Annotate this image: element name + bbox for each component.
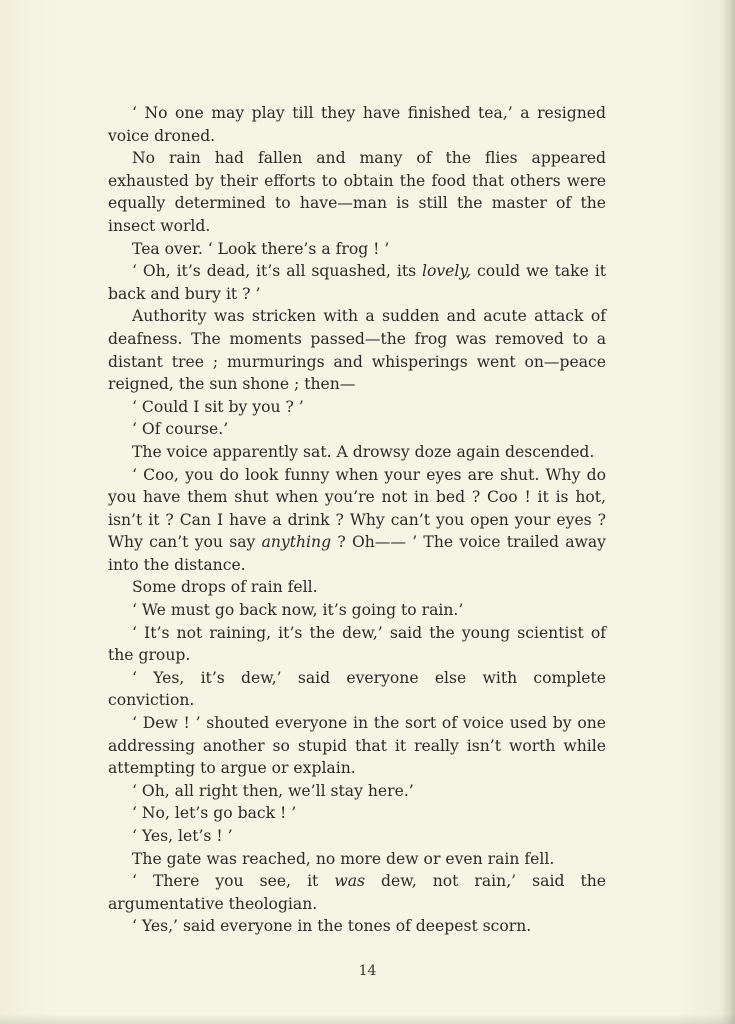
italic-text: lovely, — [422, 262, 472, 281]
paragraph: ‘ No one may play till they have finished tea,’ a resigned voice droned. — [108, 104, 606, 145]
paragraph: Tea over. ‘ Look there’s a frog ! ’ — [132, 239, 390, 258]
page-number: 14 — [358, 963, 377, 979]
paragraph: Authority was stricken with a sudden and acute attack of deafness. The moments passed—the frog was removed to a distant tree ; murmurings and whisperings went on—peace reigned, the sun shone ; then— — [108, 307, 606, 394]
paragraph: ‘ Could I sit by you ? ’ — [132, 397, 304, 416]
italic-text: was — [334, 872, 365, 891]
paragraph: ‘ Oh, it’s dead, it’s all squashed, its lovely, could we take it back and bury it ? ’ — [108, 262, 606, 303]
paragraph: ‘ It’s not raining, it’s the dew,’ said the young scientist of the group. — [108, 623, 606, 665]
paragraph: ‘ Yes, let’s ! ’ — [132, 827, 233, 845]
paragraph: ‘ No, let’s go back ! ’ — [132, 804, 297, 823]
paragraph: ‘ Coo, you do look funny when your eyes are shut. Why do you have them shut when you’re not in bed ? Coo ! it is hot, isn’t it ? Can I have a drink ? Why can’t you open your eyes ? Why can’t you say anything ? Oh—— ’ The voice trailed away into the distance. — [108, 465, 606, 574]
body-text — [108, 102, 606, 938]
paragraph: ‘ Yes,’ said everyone in the tones of deepest scorn. — [132, 917, 532, 936]
paragraph: ‘ Dew ! ’ shouted everyone in the sort of voice used by one addressing another so stupid that it really isn’t worth while attempting to argue or explain. — [108, 714, 606, 778]
paragraph: ‘ We must go back now, it’s going to rain.’ — [132, 601, 464, 620]
italic-text: anything — [261, 533, 332, 552]
page-bottom-edge-shadow — [0, 1014, 735, 1024]
page-right-edge-shadow — [721, 0, 735, 1024]
paragraph: ‘ There you see, it was dew, not rain,’ said the argumentative theologian. — [108, 872, 606, 913]
paragraph: No rain had fallen and many of the flies appeared exhausted by their efforts to obtain the food that others were equally determined to have—man is still the master of the insect world. — [108, 149, 606, 235]
paragraph: The gate was reached, no more dew or even rain fell. — [132, 849, 555, 868]
paragraph: The voice apparently sat. A drowsy doze again descended. — [132, 442, 595, 461]
paragraph: ‘ Of course.’ — [132, 420, 229, 439]
paragraph: ‘ Yes, it’s dew,’ said everyone else with complete conviction. — [108, 668, 606, 710]
paragraph: ‘ Oh, all right then, we’ll stay here.’ — [132, 781, 414, 800]
paragraph: Some drops of rain fell. — [132, 578, 318, 597]
